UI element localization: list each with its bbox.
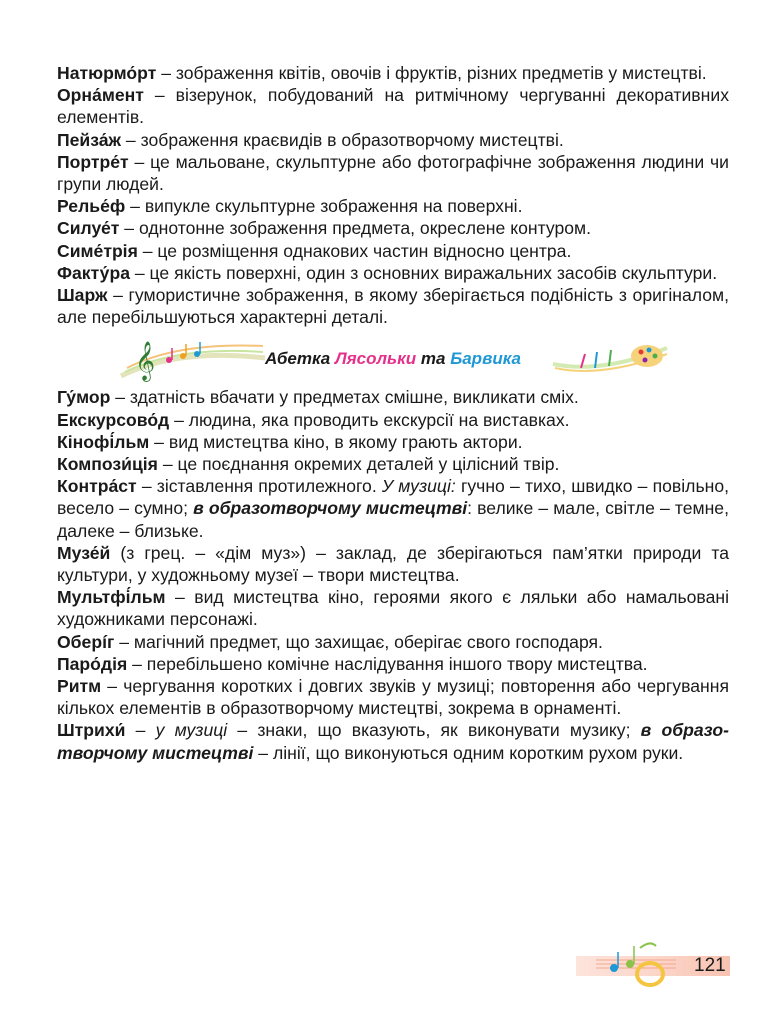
glossary-entry: Портре́т – це мальоване, скульптурне або фотографічне зображення людини чи групи людей. [57,151,729,195]
glossary-entry: Контра́ст – зіставлення протилежного. У музиці: гучно – тихо, швидко – повільно, весело – сумно; в образотворчому мистецтві: велике – мале, світле – темне, далеке – близьке. [57,476,729,541]
glossary-entry: Симе́трія – це розміщення однакових частин відносно центра. [57,240,572,261]
glossary-entry: Пейза́ж – зображення краєвидів в образотворчому мистецтві. [57,129,564,150]
glossary-entry: Силуе́т – однотонне зображення предмета, окреслене контуром. [57,218,591,239]
glossary-entry: Кінофі́льм – вид мистецтва кіно, в якому грають актори. [57,431,523,452]
glossary-entry: Оберíг – магічний предмет, що захищає, оберігає свого господаря. [57,631,603,652]
page-number: 121 [694,955,726,976]
glossary-entry: Музе́й (з грец. – «дім муз») – заклад, де зберігаються пам’ятки природи та культури, у художньому музеї – твори мистецтва. [57,542,729,586]
glossary-entry: Натюрмо́рт – зображення квітів, овочів і фруктів, різних предметів у мистецтві. [57,63,707,83]
glossary-top [57,62,729,328]
section-title: Абетка Лясольки та Барвика [265,349,521,369]
glossary-entry: Мультфі́льм – вид мистецтва кіно, героями якого є ляльки або намальовані художниками персонажі. [57,587,729,630]
paint-palette-icon [551,338,671,382]
svg-text:𝄞: 𝄞 [135,341,156,382]
glossary-entry: Екскурсово́д – людина, яка проводить екскурсії на виставках. [57,409,570,430]
music-notes-icon [596,938,676,992]
glossary-entry: Орна́мент – візерунок, побудований на ритмічному чергуванні декоративних елементів. [57,85,729,128]
glossary-entry: Компози́ція – це поєднання окремих деталей у цілісний твір. [57,454,560,475]
glossary-entry: Ритм – чергування коротких і довгих звуків у музиці; повторення або чергування кількох елементів в образотворчому мистецтві, зокрема в орнаменті. [57,676,729,719]
section-divider [57,338,729,382]
glossary-entry: Штрихи́ – у музиці – знаки, що вказують, як виконувати музику; в образотворчому мистецтві – лінії, що виконуються одним коротким рухом руки. [57,720,730,763]
glossary-entry: Паро́дія – перебільшено комічне наслідування іншого твору мистецтва. [57,653,648,674]
glossary-page [57,62,729,764]
glossary-entry: Шарж – гумористичне зображення, в якому зберігається подібність з оригіналом, але перебільшуються характерні деталі. [57,285,729,328]
glossary-entry: Гу́мор – здатність вбачати у предметах смішне, викликати сміх. [57,387,579,408]
glossary-entry: Релье́ф – випукле скульптурне зображення на поверхні. [57,196,523,217]
glossary-bottom [57,386,729,763]
glossary-entry: Факту́ра – це якість поверхні, один з основних виражальних засобів скульптури. [57,262,718,283]
